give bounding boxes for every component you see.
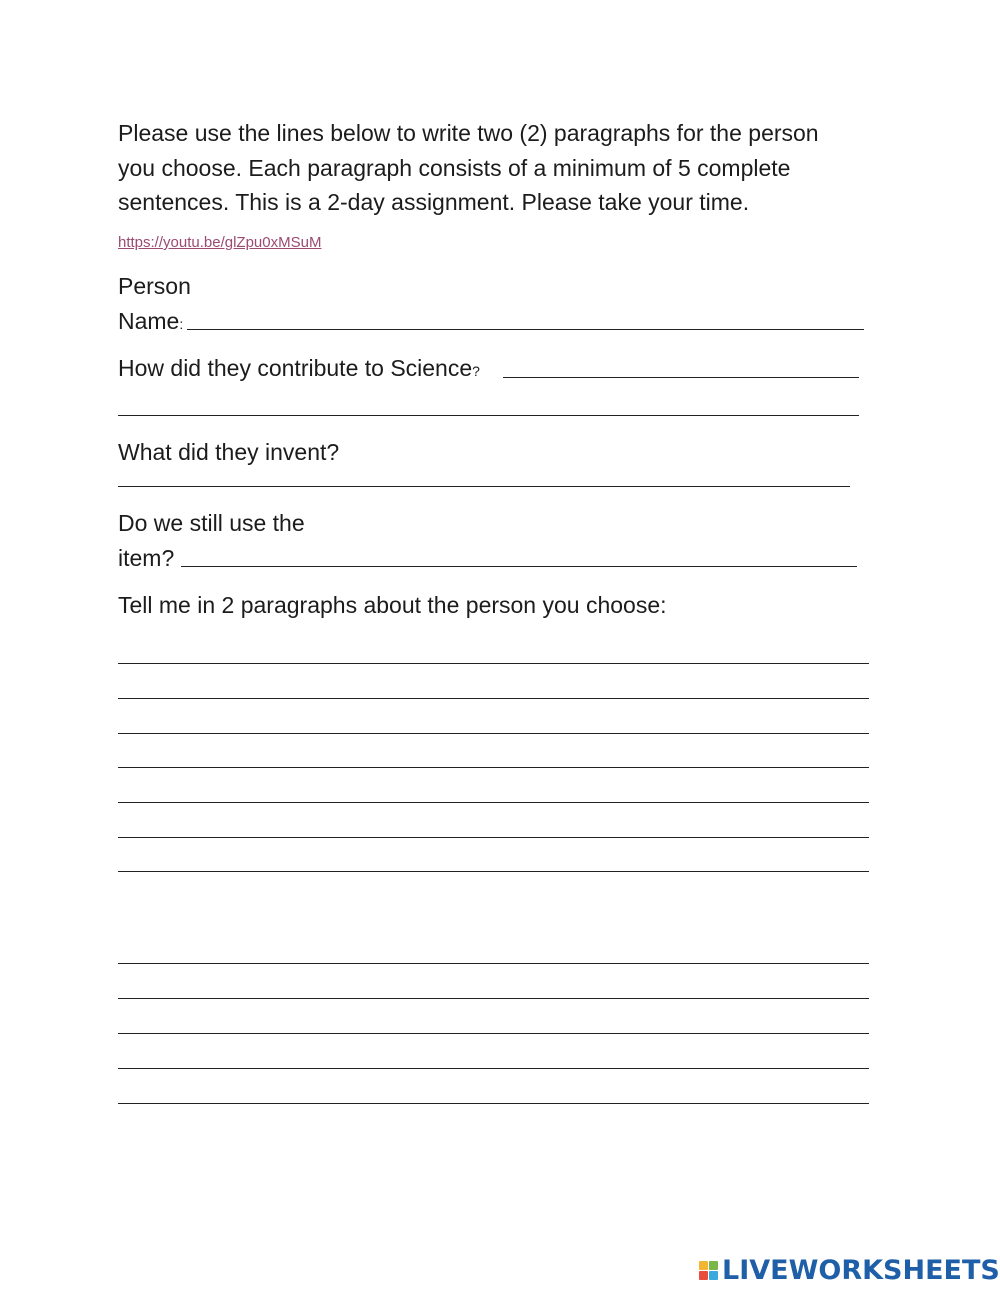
person-name-answer-line[interactable] [187, 329, 864, 330]
contribute-question [118, 351, 480, 388]
logo-text: LIVEWORKSHEETS [722, 1254, 1000, 1286]
invent-answer-line[interactable] [118, 486, 850, 487]
instructions-line-1: Please use the lines below to write two (2) paragraphs for the person [118, 120, 819, 146]
instructions-line-3: sentences. This is a 2-day assignment. Please take your time. [118, 189, 750, 215]
paragraph-2-line-2[interactable] [118, 998, 869, 999]
paragraph-2-line-3[interactable] [118, 1033, 869, 1034]
logo-block-2 [709, 1261, 718, 1270]
paragraph-1-line-7[interactable] [118, 871, 869, 872]
paragraph-1-line-6[interactable] [118, 837, 869, 838]
still-use-question-line2: item? [118, 545, 175, 571]
contribute-question-text: How did they contribute to Science [118, 355, 473, 381]
contribute-question-mark: ? [472, 363, 480, 379]
contribute-answer-line-1[interactable] [503, 377, 859, 378]
paragraphs-prompt: Tell me in 2 paragraphs about the person you choose: [118, 592, 667, 618]
contribute-answer-line-2[interactable] [118, 415, 859, 416]
logo-block-4 [709, 1271, 718, 1280]
person-label-colon: : [179, 316, 184, 332]
paragraph-2-line-1[interactable] [118, 963, 869, 964]
liveworksheets-logo [699, 1254, 1000, 1286]
video-link[interactable]: https://youtu.be/glZpu0xMSuM [118, 234, 322, 251]
logo-block-1 [699, 1261, 708, 1270]
person-label-line2: Name [118, 308, 180, 334]
invent-question: What did they invent? [118, 439, 340, 465]
still-use-answer-line[interactable] [181, 566, 857, 567]
paragraph-1-line-5[interactable] [118, 802, 869, 803]
still-use-question-line1: Do we still use the [118, 510, 305, 536]
paragraph-1-line-1[interactable] [118, 663, 869, 664]
person-label [118, 304, 183, 341]
paragraph-1-line-3[interactable] [118, 733, 869, 734]
person-label-line1: Person [118, 273, 191, 299]
instructions-line-2: you choose. Each paragraph consists of a minimum of 5 complete [118, 154, 791, 181]
paragraph-1-line-4[interactable] [118, 767, 869, 768]
instructions-paragraph [118, 116, 878, 220]
logo-block-3 [699, 1271, 708, 1280]
logo-blocks-icon [699, 1261, 718, 1280]
paragraph-2-line-5[interactable] [118, 1103, 869, 1104]
paragraph-2-line-4[interactable] [118, 1068, 869, 1069]
paragraph-1-line-2[interactable] [118, 698, 869, 699]
